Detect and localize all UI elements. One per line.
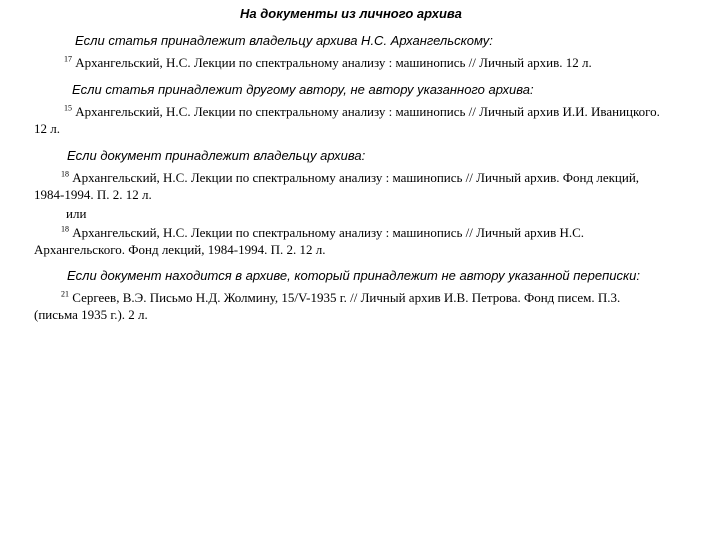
- citation-text: Архангельский, Н.С. Лекции по спектральному анализу : машинопись // Личный архив. 12 л.: [75, 55, 592, 70]
- footnote-number: 18: [61, 169, 69, 179]
- section-heading-3: Если документ принадлежит владельцу архива:: [67, 148, 366, 163]
- footnote-entry-1: [64, 54, 592, 72]
- citation-text: Сергеев, В.Э. Письмо Н.Д. Жолмину, 15/V-1935 г. // Личный архив И.В. Петрова. Фонд писем. П.3.: [72, 290, 621, 305]
- citation-continuation: (письма 1935 г.). 2 л.: [34, 307, 148, 322]
- footnote-entry-2: [64, 103, 660, 121]
- separator-text: или: [66, 206, 87, 221]
- citation-continuation: 12 л.: [34, 121, 60, 136]
- footnote-number: 21: [61, 289, 69, 299]
- footnote-entry-5: [61, 289, 620, 307]
- citation-continuation: 1984-1994. П. 2. 12 л.: [34, 187, 152, 202]
- section-heading-2: Если статья принадлежит другому автору, не автору указанного архива:: [72, 82, 534, 97]
- footnote-entry-3: [61, 169, 639, 187]
- footnote-number: 15: [64, 103, 72, 113]
- footnote-number: 18: [61, 224, 69, 234]
- section-heading-1: Если статья принадлежит владельцу архива Н.С. Архангельскому:: [75, 33, 493, 48]
- citation-continuation: Архангельского. Фонд лекций, 1984-1994. П. 2. 12 л.: [34, 242, 326, 257]
- section-heading-4: Если документ находится в архиве, который принадлежит не автору указанной переписки:: [67, 268, 640, 283]
- citation-text: Архангельский, Н.С. Лекции по спектральному анализу : машинопись // Личный архив. Фонд лекций,: [72, 170, 640, 185]
- page-title: На документы из личного архива: [240, 6, 462, 21]
- footnote-entry-4: [61, 224, 584, 242]
- citation-text: Архангельский, Н.С. Лекции по спектральному анализу : машинопись // Личный архив И.И. Иваницкого.: [75, 104, 660, 119]
- citation-text: Архангельский, Н.С. Лекции по спектральному анализу : машинопись // Личный архив Н.С.: [72, 225, 585, 240]
- footnote-number: 17: [64, 54, 72, 64]
